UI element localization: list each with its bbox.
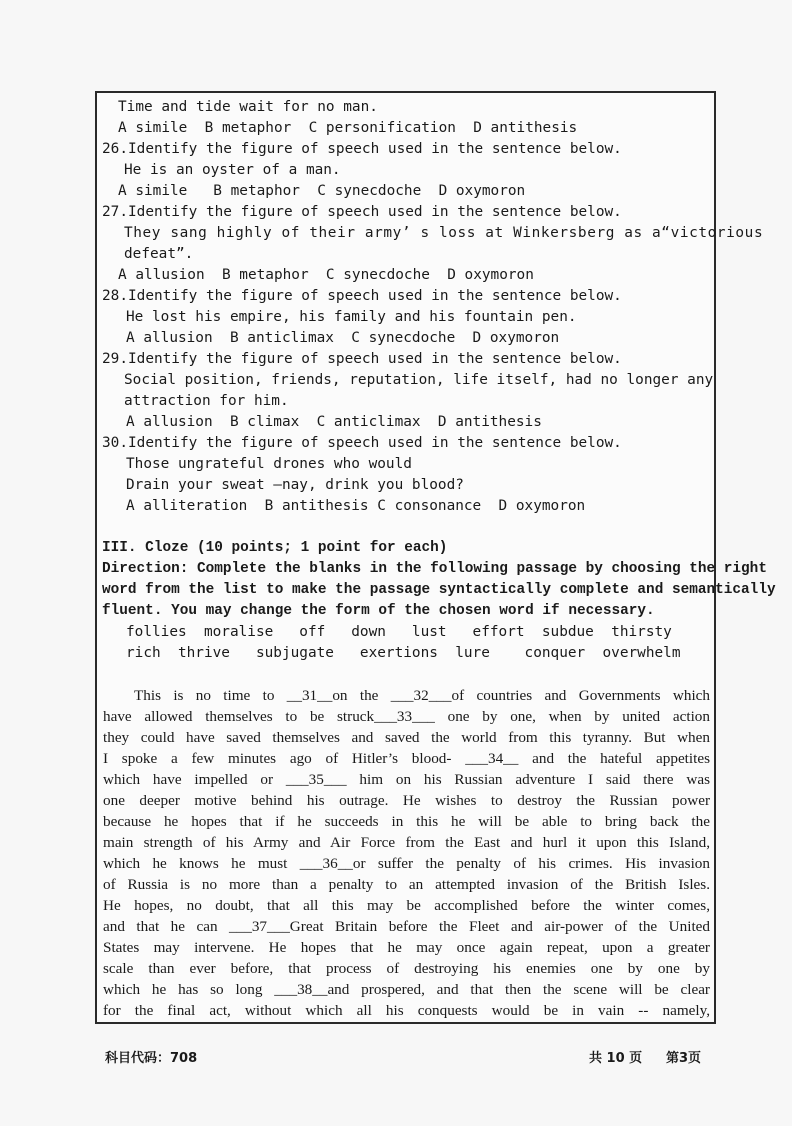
q29-sentence-line-2: attraction for him. — [124, 393, 289, 409]
q30-options: A alliteration B antithesis C consonance D oxymoron — [126, 498, 586, 514]
passage-line: States may intervene. He hopes that he may once again repeat, upon a greater — [103, 939, 710, 956]
total-pages: 共 10 页 — [589, 1051, 643, 1066]
page-number: 第3页 — [666, 1051, 702, 1066]
section-heading: III. Cloze (10 points; 1 point for each) — [102, 540, 448, 556]
passage-line: This is no time to __31__on the ___32___of countries and Governments which — [134, 687, 710, 704]
passage-line: main strength of his Army and Air Force from the East and hurl it upon this Island, — [103, 834, 710, 851]
word-list-row-1: follies moralise off down lust effort subdue thirsty — [126, 624, 672, 640]
q30-sentence-line-1: Those ungrateful drones who would — [126, 456, 412, 472]
q25-sentence: Time and tide wait for no man. — [118, 99, 378, 115]
q27-sentence-line-2: defeat”. — [124, 246, 194, 262]
q29-options: A allusion B climax C anticlimax D antithesis — [126, 414, 542, 430]
q27-stem: 27.Identify the figure of speech used in the sentence below. — [102, 204, 622, 220]
passage-line: scale than ever before, that process of destroying his enemies one by one by — [103, 960, 710, 977]
passage-line: they could have saved themselves and saved the world from this tyranny. But when — [103, 729, 710, 746]
passage-line: because he hopes that if he succeeds in this he will be able to bring back the — [103, 813, 710, 830]
passage-line: have allowed themselves to be struck___33___ one by one, when by united action — [103, 708, 710, 725]
q26-options: A simile B metaphor C synecdoche D oxymoron — [118, 183, 526, 199]
passage-line: which have impelled or ___35___ him on his Russian adventure I said there was — [103, 771, 710, 788]
passage-line: He hopes, no doubt, that all this may be accomplished before the winter comes, — [103, 897, 710, 914]
subject-code: 科目代码：708 — [105, 1051, 198, 1066]
passage-line: and that he can ___37___Great Britain before the Fleet and air-power of the United — [103, 918, 710, 935]
passage-line: I spoke a few minutes ago of Hitler’s blood- ___34__ and the hateful appetites — [103, 750, 710, 767]
passage-line: for the final act, without which all his conquests would be in vain -- namely, — [103, 1002, 710, 1019]
passage-line: of Russia is no more than a penalty to an attempted invasion of the British Isles. — [103, 876, 710, 893]
passage-line: one deeper motive behind his outrage. He wishes to destroy the Russian power — [103, 792, 710, 809]
q27-options: A allusion B metaphor C synecdoche D oxymoron — [118, 267, 534, 283]
q26-stem: 26.Identify the figure of speech used in the sentence below. — [102, 141, 622, 157]
q25-options: A simile B metaphor C personification D antithesis — [118, 120, 578, 136]
exam-page-frame — [95, 91, 776, 1024]
q29-stem: 29.Identify the figure of speech used in the sentence below. — [102, 351, 622, 367]
q30-sentence-line-2: Drain your sweat —nay, drink you blood? — [126, 477, 464, 493]
direction-line-3: fluent. You may change the form of the chosen word if necessary. — [102, 603, 655, 619]
q28-stem: 28.Identify the figure of speech used in the sentence below. — [102, 288, 622, 304]
q27-sentence-line-1: They sang highly of their army’ s loss at Winkersberg as a“victorious — [124, 225, 764, 241]
passage-line: which he knows he must ___36__or suffer the penalty of his crimes. His invasion — [103, 855, 710, 872]
passage-line: which he has so long ___38__and prospered, and that then the scene will be clear — [103, 981, 710, 998]
q26-sentence: He is an oyster of a man. — [124, 162, 341, 178]
direction-line-1: Direction: Complete the blanks in the following passage by choosing the right — [102, 561, 767, 577]
q28-sentence: He lost his empire, his family and his fountain pen. — [126, 309, 577, 325]
word-list-row-2: rich thrive subjugate exertions lure conquer overwhelm — [126, 645, 681, 661]
q28-options: A allusion B anticlimax C synecdoche D oxymoron — [126, 330, 560, 346]
q29-sentence-line-1: Social position, friends, reputation, life itself, had no longer any — [124, 372, 714, 388]
direction-line-2: word from the list to make the passage syntactically complete and semantically — [102, 582, 776, 598]
q30-stem: 30.Identify the figure of speech used in the sentence below. — [102, 435, 622, 451]
